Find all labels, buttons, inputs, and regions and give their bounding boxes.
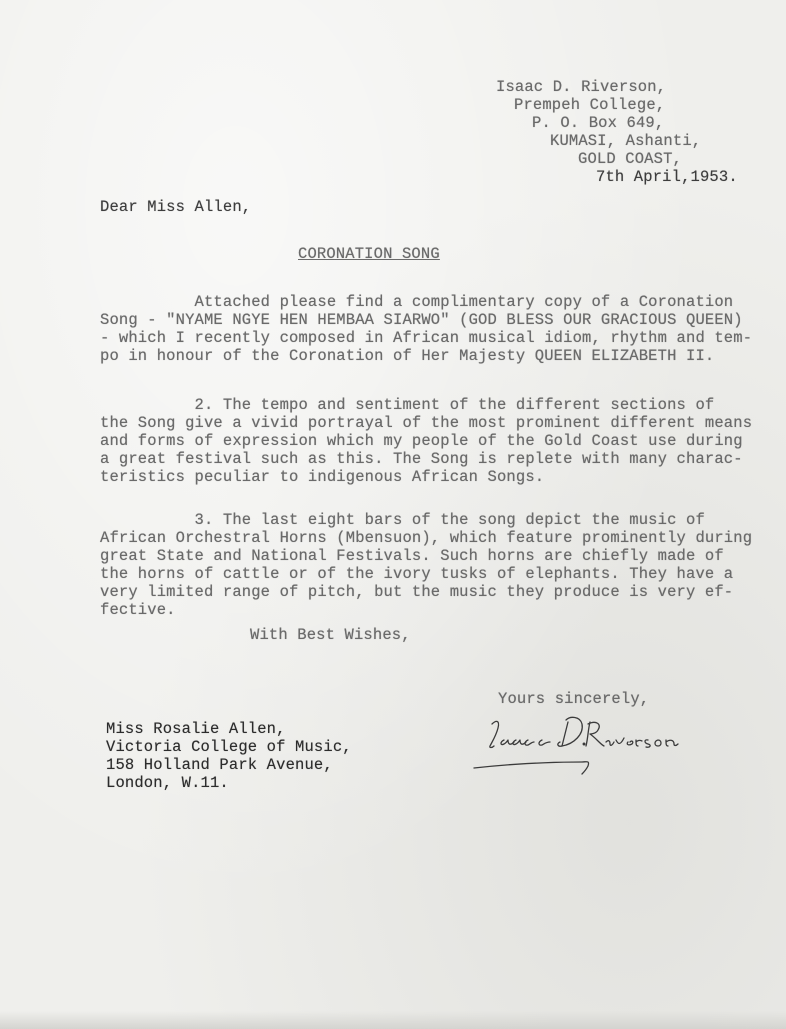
paragraph-line: a great festival such as this. The Song is replete with many charac- — [100, 450, 743, 468]
recipient-street: 158 Holland Park Avenue, — [106, 756, 333, 774]
paragraph-line: African Orchestral Horns (Mbensuon), which feature prominently during — [100, 529, 753, 547]
paragraph-line: - which I recently composed in African musical idiom, rhythm and tem- — [100, 329, 753, 347]
paragraph-line: 2. The tempo and sentiment of the different sections of — [100, 396, 715, 414]
paragraph-line: the horns of cattle or of the ivory tusks of elephants. They have a — [100, 565, 734, 583]
paragraph-3 — [100, 511, 752, 619]
paragraph-2 — [100, 396, 752, 486]
sender-institution: Prempeh College, — [514, 96, 666, 114]
paragraph-1 — [100, 293, 752, 365]
recipient-institution: Victoria College of Music, — [106, 738, 352, 756]
paper-edge-shadow — [0, 1011, 786, 1029]
paragraph-line: Attached please find a complimentary copy of a Coronation — [100, 293, 734, 311]
handwritten-signature — [470, 706, 690, 786]
paragraph-line: Song - "NYAME NGYE HEN HEMBAA SIARWO" (GOD BLESS OUR GRACIOUS QUEEN) — [100, 311, 743, 329]
paragraph-line: 3. The last eight bars of the song depict the music of — [100, 511, 705, 529]
paragraph-line: fective. — [100, 601, 176, 619]
recipient-address-block — [106, 720, 352, 792]
valediction: Yours sincerely, — [498, 690, 650, 708]
closing-line: With Best Wishes, — [250, 626, 411, 644]
recipient-city: London, W.11. — [106, 774, 229, 792]
salutation: Dear Miss Allen, — [100, 198, 252, 216]
paragraph-line: teristics peculiar to indigenous African Songs. — [100, 468, 545, 486]
sender-po-box: P. O. Box 649, — [532, 114, 665, 132]
recipient-name: Miss Rosalie Allen, — [106, 720, 286, 738]
letter-heading: CORONATION SONG — [298, 245, 440, 263]
sender-country: GOLD COAST, — [578, 150, 682, 168]
paragraph-line: great State and National Festivals. Such horns are chiefly made of — [100, 547, 724, 565]
sender-city: KUMASI, Ashanti, — [550, 132, 702, 150]
sender-address-block — [496, 78, 738, 186]
paragraph-line: very limited range of pitch, but the music they produce is very ef- — [100, 583, 734, 601]
paragraph-line: po in honour of the Coronation of Her Majesty QUEEN ELIZABETH II. — [100, 347, 715, 365]
letter-date: 7th April,1953. — [596, 168, 738, 186]
paragraph-line: the Song give a vivid portrayal of the most prominent different means — [100, 414, 753, 432]
paragraph-line: and forms of expression which my people of the Gold Coast use during — [100, 432, 743, 450]
sender-name: Isaac D. Riverson, — [496, 78, 667, 96]
